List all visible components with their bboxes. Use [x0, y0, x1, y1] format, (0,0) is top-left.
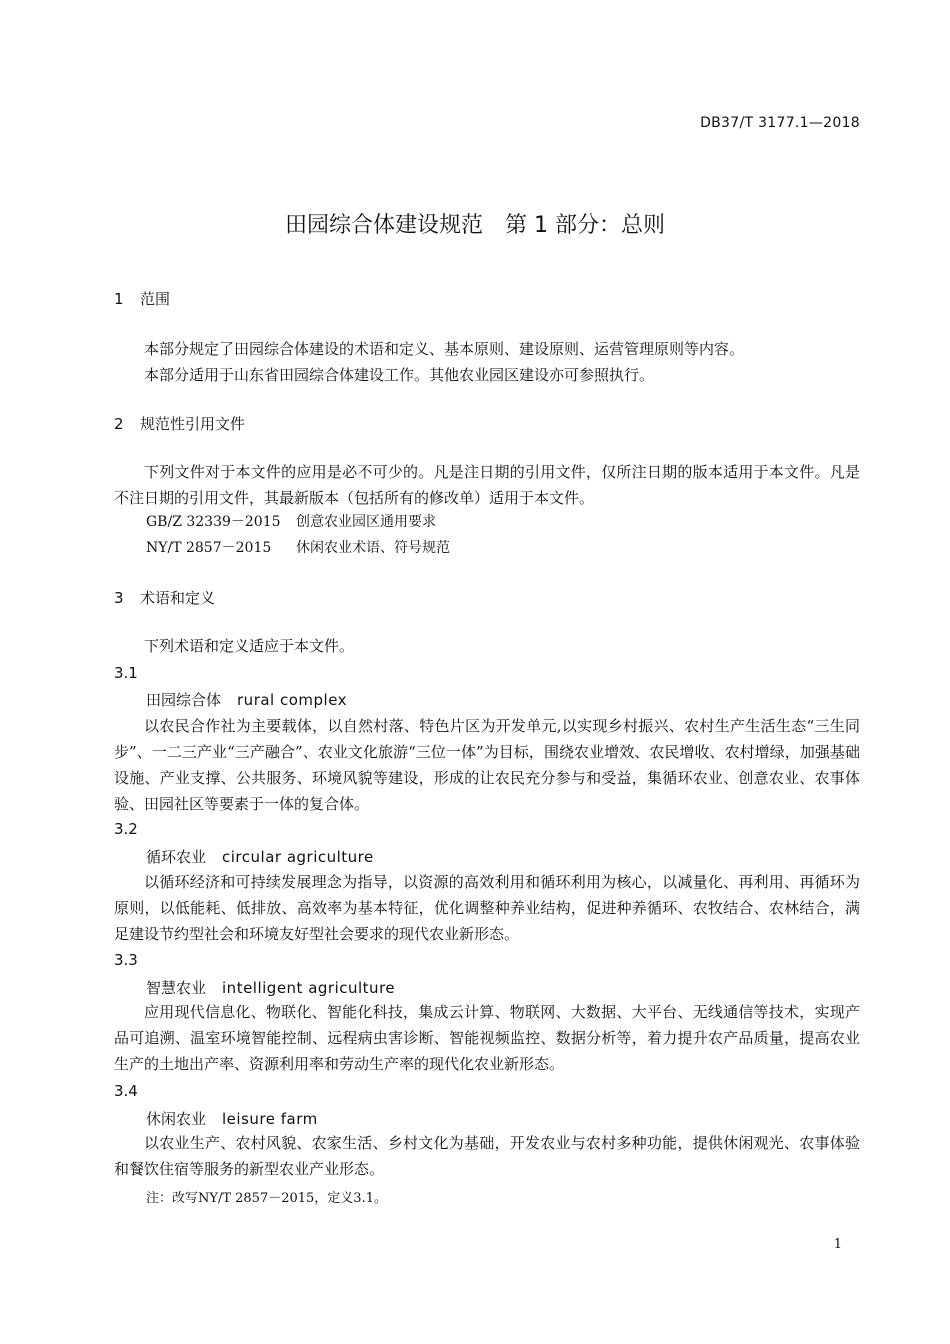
section-1-heading — [114, 288, 170, 309]
clause-number: 3.1 — [114, 664, 138, 682]
term-en: leisure farm — [222, 1110, 318, 1128]
term-zh: 循环农业 — [146, 848, 207, 866]
reference-item — [146, 511, 436, 531]
term-zh: 田园综合体 — [146, 691, 222, 709]
page-number: 1 — [833, 1237, 842, 1252]
section-3-heading — [114, 587, 215, 608]
term-en: intelligent agriculture — [222, 979, 396, 997]
document-title: 田园综合体建设规范 第 1 部分：总则 — [285, 213, 665, 238]
section-title: 范围 — [140, 290, 171, 308]
paragraph: 下列文件对于本文件的应用是必不可少的。凡是注日期的引用文件，仅所注日期的版本适用于本文件。凡是不注日期的引用文件，其最新版本（包括所有的修改单）适用于本文件。 — [114, 463, 860, 507]
paragraph: 应用现代信息化、物联化、智能化科技，集成云计算、物联网、大数据、大平台、无线通信等技术，实现产品可追溯、温室环境智能控制、远程病虫害诊断、智能视频监控、数据分析等，着力提升农产品质量，提高农业生产的土地出产率、资源利用率和劳动生产率的现代化农业新形态。 — [114, 1003, 860, 1073]
reference-item — [146, 537, 450, 557]
term-heading — [146, 846, 374, 867]
reference-title: 创意农业园区通用要求 — [296, 514, 436, 530]
term-zh: 休闲农业 — [146, 1110, 207, 1128]
section-1-body — [114, 336, 860, 388]
section-number: 2 — [114, 415, 124, 433]
paragraph: 以农业生产、农村风貌、农家生活、乡村文化为基础，开发农业与农村多种功能，提供休闲观光、农事体验和餐饮住宿等服务的新型农业产业形态。 — [114, 1134, 860, 1178]
section-title: 术语和定义 — [140, 589, 216, 607]
section-title: 规范性引用文件 — [140, 415, 246, 433]
section-2-body — [114, 459, 860, 511]
clause-number: 3.4 — [114, 1082, 138, 1100]
paragraph: 以循环经济和可持续发展理念为指导，以资源的高效利用和循环利用为核心，以减量化、再利用、再循环为原则，以低能耗、低排放、高效率为基本特征，优化调整种养业结构，促进种养循环、农牧结合、农林结合，满足建设节约型社会和环境友好型社会要求的现代农业新形态。 — [114, 873, 860, 943]
paragraph: 本部分规定了田园综合体建设的术语和定义、基本原则、建设原则、运营管理原则等内容。 — [144, 340, 745, 358]
term-definition — [114, 999, 860, 1077]
section-number: 3 — [114, 589, 124, 607]
paragraph: 下列术语和定义适应于本文件。 — [144, 637, 355, 655]
clause-number: 3.3 — [114, 951, 138, 969]
term-note: 注：改写NY/T 2857－2015，定义3.1。 — [146, 1191, 387, 1206]
reference-title: 休闲农业术语、符号规范 — [296, 540, 450, 556]
section-2-heading — [114, 413, 245, 434]
reference-code: GB/Z 32339－2015 — [146, 514, 281, 530]
term-heading — [146, 1108, 318, 1129]
term-zh: 智慧农业 — [146, 979, 207, 997]
reference-code: NY/T 2857－2015 — [146, 540, 272, 556]
section-number: 1 — [114, 290, 124, 308]
clause-number: 3.2 — [114, 820, 138, 838]
section-3-intro — [114, 633, 860, 659]
term-definition — [114, 1130, 860, 1182]
standard-code: DB37/T 3177.1—2018 — [700, 115, 860, 131]
term-definition — [114, 713, 860, 817]
term-en: rural complex — [237, 691, 348, 709]
term-definition — [114, 869, 860, 947]
term-en: circular agriculture — [222, 848, 374, 866]
term-heading — [146, 977, 395, 998]
paragraph: 本部分适用于山东省田园综合体建设工作。其他农业园区建设亦可参照执行。 — [144, 366, 655, 384]
term-heading — [146, 689, 347, 710]
paragraph: 以农民合作社为主要载体，以自然村落、特色片区为开发单元,以实现乡村振兴、农村生产生活生态“三生同步”、一二三产业“三产融合”、农业文化旅游“三位一体”为目标，围绕农业增效、农民增收、农村增绿，加强基础设施、产业支撑、公共服务、环境风貌等建设，形成的让农民充分参与和受益，集循环农业、创意农业、农事体验、田园社区等要素于一体的复合体。 — [114, 717, 860, 813]
